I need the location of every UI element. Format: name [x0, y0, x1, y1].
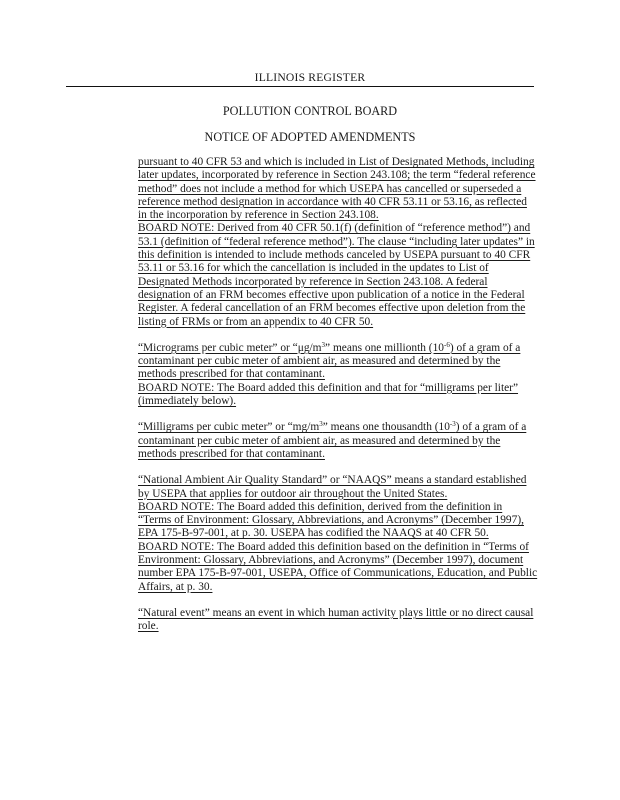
section-gap — [138, 408, 538, 421]
definition-paragraph — [138, 421, 538, 461]
definition-paragraph — [138, 474, 538, 501]
definition-paragraph — [138, 607, 538, 634]
text-run: “National Ambient Air Quality Standard” or “NAAQS” means a standard established by USEPA that applies for outdoor air throughout the United States. — [138, 474, 527, 500]
superscript: -3 — [449, 420, 456, 429]
board-name: POLLUTION CONTROL BOARD — [222, 104, 398, 118]
text-run: “Micrograms per cubic meter” or “μg/m — [138, 341, 322, 354]
text-run: BOARD NOTE: The Board added this definition, derived from the definition in “Terms of Environment: Glossary, Abbreviations, and Acronyms” (December 1997), EPA 175-B-97-001, at p. 30. USEPA has codified the NAAQS at 40 CFR 50. — [138, 500, 524, 540]
text-run: “Milligrams per cubic meter” or “mg/m — [138, 421, 320, 434]
text-run: ) of a gram of a contaminant per cubic meter of ambient air, as measured and determined by the methods prescribed for that contaminant. — [138, 341, 521, 381]
definition-paragraph — [138, 541, 538, 594]
section-gap — [138, 594, 538, 607]
superscript: 3 — [321, 340, 326, 349]
definition-paragraph — [138, 342, 538, 382]
section-gap — [138, 461, 538, 474]
definition-paragraph — [138, 501, 538, 541]
text-run: BOARD NOTE: The Board added this definition and that for “milligrams per liter” (immediately below). — [138, 381, 519, 408]
text-run: pursuant to 40 CFR 53 and which is included in List of Designated Methods, including later updates, incorporated by reference in Section 243.108; the term “federal reference method” does not include a method for which USEPA has cancelled or superseded a reference method designation in accordance with 40 CFR 53.11 or 53.16, as reflected in the incorporation by reference in Section 243.108. — [138, 156, 536, 222]
definition-paragraph — [138, 156, 538, 222]
document-body — [138, 156, 538, 634]
register-title: ILLINOIS REGISTER — [254, 71, 366, 84]
text-run: “Natural event” means an event in which human activity plays little or no direct causal role. — [138, 606, 534, 633]
text-run: BOARD NOTE: The Board added this definition based on the definition in “Terms of Environment: Glossary, Abbreviations, and Acronyms” (December 1997), document number EPA 175-B-97-001, USEPA, Office of Communications, Education, and Public Affairs, at p. 30. — [138, 540, 538, 593]
header-rule — [66, 86, 534, 87]
text-run: ” means one thousandth (10 — [322, 421, 450, 434]
notice-title: NOTICE OF ADOPTED AMENDMENTS — [204, 130, 416, 144]
text-run: ) of a gram of a contaminant per cubic meter of ambient air, as measured and determined by the methods prescribed for that contaminant. — [138, 421, 527, 460]
text-run: BOARD NOTE: Derived from 40 CFR 50.1(f) (definition of “reference method”) and 53.1 (definition of “federal reference method”). The clause “including later updates” in this definition is intended to include methods canceled by USEPA pursuant to 40 CFR 53.11 or 53.16 for which the cancellation is included in the updates to List of Designated Methods incorporated by reference in Section 243.108. A federal designation of an FRM becomes effective upon publication of a notice in the Federal Register. A federal cancellation of an FRM becomes effective upon deletion from the listing of FRMs or from an appendix to 40 CFR 50. — [138, 222, 535, 328]
section-gap — [138, 329, 538, 342]
definition-paragraph — [138, 222, 538, 328]
superscript: -6 — [444, 340, 450, 349]
definition-paragraph — [138, 382, 538, 409]
superscript: 3 — [319, 420, 323, 429]
text-run: ” means one millionth (10 — [325, 341, 444, 354]
